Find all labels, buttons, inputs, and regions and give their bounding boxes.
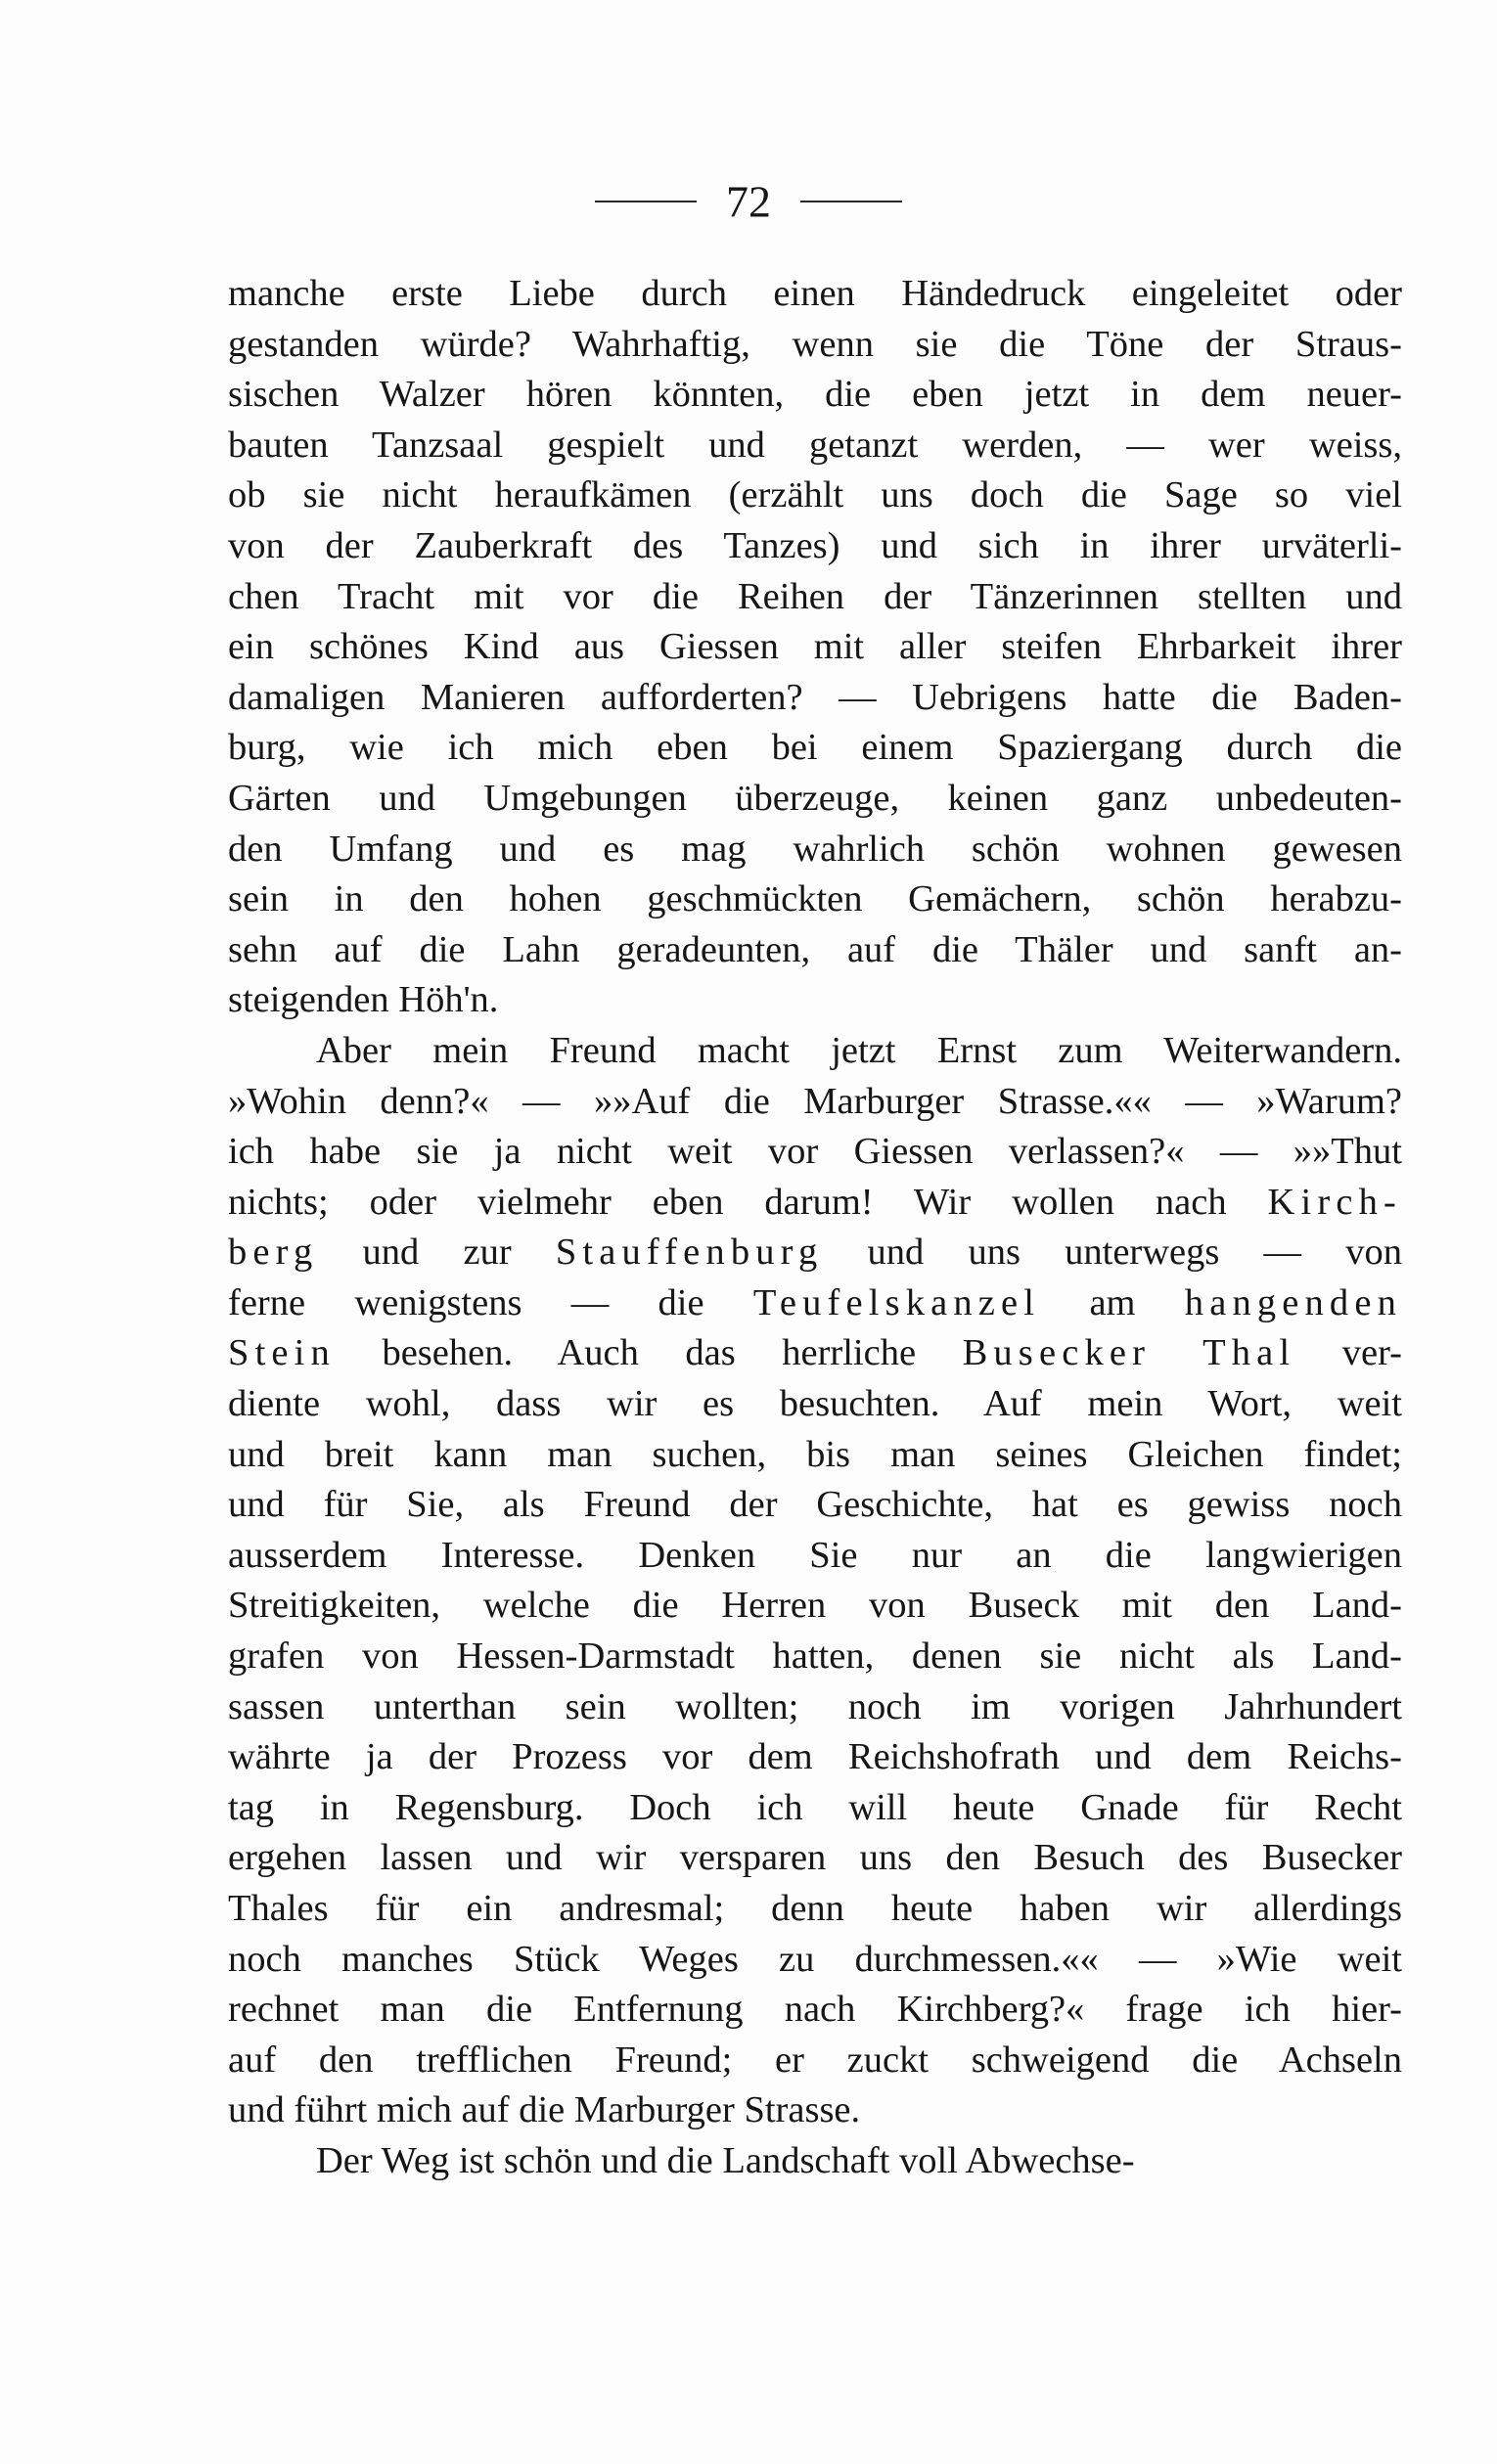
text-run: ver-	[1295, 1332, 1402, 1374]
text-line	[228, 572, 1402, 623]
text-line	[228, 774, 1402, 825]
text-run: gestanden würde? Wahrhaftig, wenn sie die Töne der Straus-	[228, 323, 1402, 365]
text-line	[228, 1278, 1402, 1329]
body-text	[228, 269, 1402, 2187]
text-run: damaligen Manieren aufforderten? — Uebrigens hatte die Baden-	[228, 676, 1402, 718]
spaced-emphasis: Stein	[228, 1332, 336, 1374]
text-line	[228, 2136, 1402, 2187]
text-line	[228, 723, 1402, 774]
text-line	[228, 1581, 1402, 1632]
text-run: Aber mein Freund macht jetzt Ernst zum Weiterwandern.	[316, 1029, 1402, 1071]
text-line	[228, 1833, 1402, 1884]
text-run: grafen von Hessen-Darmstadt hatten, denen sie nicht als Land-	[228, 1635, 1402, 1678]
text-line	[228, 1682, 1402, 1733]
text-run: sehn auf die Lahn geradeunten, auf die Thäler und sanft an-	[228, 928, 1402, 970]
text-run: am	[1040, 1281, 1185, 1323]
text-line	[228, 622, 1402, 673]
text-run: bauten Tanzsaal gespielt und getanzt werden, — wer weiss,	[228, 424, 1402, 466]
text-run: besehen. Auch das herrliche	[335, 1332, 963, 1374]
text-run: »Wohin denn?« — »»Auf die Marburger Strasse.«« — »Warum?	[228, 1080, 1402, 1122]
text-run: noch manches Stück Weges zu durchmessen.«« — »Wie weit	[228, 1938, 1402, 1980]
text-run: tag in Regensburg. Doch ich will heute Gnade für Recht	[228, 1786, 1402, 1828]
text-line	[228, 1632, 1402, 1682]
text-run: ferne wenigstens — die	[228, 1281, 753, 1323]
text-run: nichts; oder vielmehr eben darum! Wir wollen nach	[228, 1181, 1268, 1223]
text-run: und zur	[318, 1232, 556, 1274]
text-line	[228, 1430, 1402, 1481]
text-line	[228, 975, 1402, 1026]
text-run: währte ja der Prozess vor dem Reichshofrath und dem Reichs-	[228, 1736, 1402, 1778]
text-run: chen Tracht mit vor die Reihen der Tänzerinnen stellten und	[228, 575, 1402, 617]
text-run: von der Zauberkraft des Tanzes) und sich in ihrer urväterli-	[228, 524, 1402, 566]
text-run: und uns unterwegs — von	[823, 1232, 1402, 1274]
text-line	[228, 1328, 1402, 1379]
text-run: ich habe sie ja nicht weit vor Giessen verlassen?« — »»Thut	[228, 1131, 1402, 1173]
text-line	[228, 1127, 1402, 1178]
text-line	[228, 1531, 1402, 1582]
text-run: sein in den hohen geschmückten Gemächern, schön herabzu-	[228, 878, 1402, 920]
text-line	[228, 1178, 1402, 1229]
text-line	[228, 1935, 1402, 1986]
spaced-emphasis: Kirch-	[1267, 1181, 1402, 1223]
spaced-emphasis: Teufelskanzel	[752, 1281, 1041, 1323]
text-line	[228, 2036, 1402, 2086]
text-line	[228, 925, 1402, 976]
text-line	[228, 1480, 1402, 1531]
text-line	[228, 521, 1402, 572]
text-line	[228, 1379, 1402, 1430]
text-run: burg, wie ich mich eben bei einem Spaziergang durch die	[228, 727, 1402, 769]
text-line	[228, 1026, 1402, 1077]
text-line	[228, 1783, 1402, 1834]
spaced-emphasis: berg	[228, 1232, 319, 1274]
text-run: Der Weg ist schön und die Landschaft voll Abwechse-	[316, 2139, 1135, 2181]
text-run: sassen unterthan sein wollten; noch im vorigen Jahrhundert	[228, 1685, 1402, 1727]
text-run: Streitigkeiten, welche die Herren von Buseck mit den Land-	[228, 1585, 1402, 1627]
text-run: ausserdem Interesse. Denken Sie nur an die langwierigen	[228, 1534, 1402, 1576]
text-line	[228, 1732, 1402, 1783]
text-run: und führt mich auf die Marburger Strasse.	[228, 2089, 861, 2131]
text-line	[228, 421, 1402, 471]
text-run: und breit kann man suchen, bis man seines Gleichen findet;	[228, 1433, 1402, 1475]
text-run: Thales für ein andresmal; denn heute haben wir allerdings	[228, 1888, 1402, 1929]
spaced-emphasis: hangenden	[1184, 1281, 1402, 1323]
text-line	[228, 1077, 1402, 1128]
header-rule-right	[800, 201, 902, 202]
text-line	[228, 370, 1402, 421]
text-run: steigenden Höh'n.	[228, 979, 499, 1021]
text-line	[228, 2085, 1402, 2136]
text-line	[228, 673, 1402, 724]
page-header	[0, 168, 1497, 231]
text-run: den Umfang und es mag wahrlich schön wohnen gewesen	[228, 828, 1402, 870]
text-run: sischen Walzer hören könnten, die eben jetzt in dem neuer-	[228, 374, 1402, 416]
text-run: Gärten und Umgebungen überzeuge, keinen ganz unbedeuten-	[228, 777, 1402, 819]
text-run: ergehen lassen und wir versparen uns den Besuch des Busecker	[228, 1837, 1402, 1879]
header-rule-left	[595, 201, 697, 202]
text-line	[228, 1228, 1402, 1278]
text-line	[228, 470, 1402, 521]
spaced-emphasis: Stauffenburg	[555, 1232, 824, 1274]
text-run: ein schönes Kind aus Giessen mit aller steifen Ehrbarkeit ihrer	[228, 626, 1402, 668]
text-run: diente wohl, dass wir es besuchten. Auf mein Wort, weit	[228, 1383, 1402, 1425]
spaced-emphasis: Busecker Thal	[962, 1332, 1296, 1374]
page-number: 72	[726, 176, 771, 227]
text-line	[228, 1985, 1402, 2036]
text-run: rechnet man die Entfernung nach Kirchberg?« frage ich hier-	[228, 1989, 1402, 2031]
text-run: auf den trefflichen Freund; er zuckt schweigend die Achseln	[228, 2038, 1402, 2081]
text-line	[228, 1884, 1402, 1935]
text-line	[228, 269, 1402, 320]
text-run: und für Sie, als Freund der Geschichte, hat es gewiss noch	[228, 1484, 1402, 1526]
text-line	[228, 874, 1402, 925]
text-run: manche erste Liebe durch einen Händedruck eingeleitet oder	[228, 273, 1402, 314]
text-line	[228, 320, 1402, 371]
text-line	[228, 825, 1402, 875]
text-run: ob sie nicht heraufkämen (erzählt uns doch die Sage so viel	[228, 474, 1402, 516]
